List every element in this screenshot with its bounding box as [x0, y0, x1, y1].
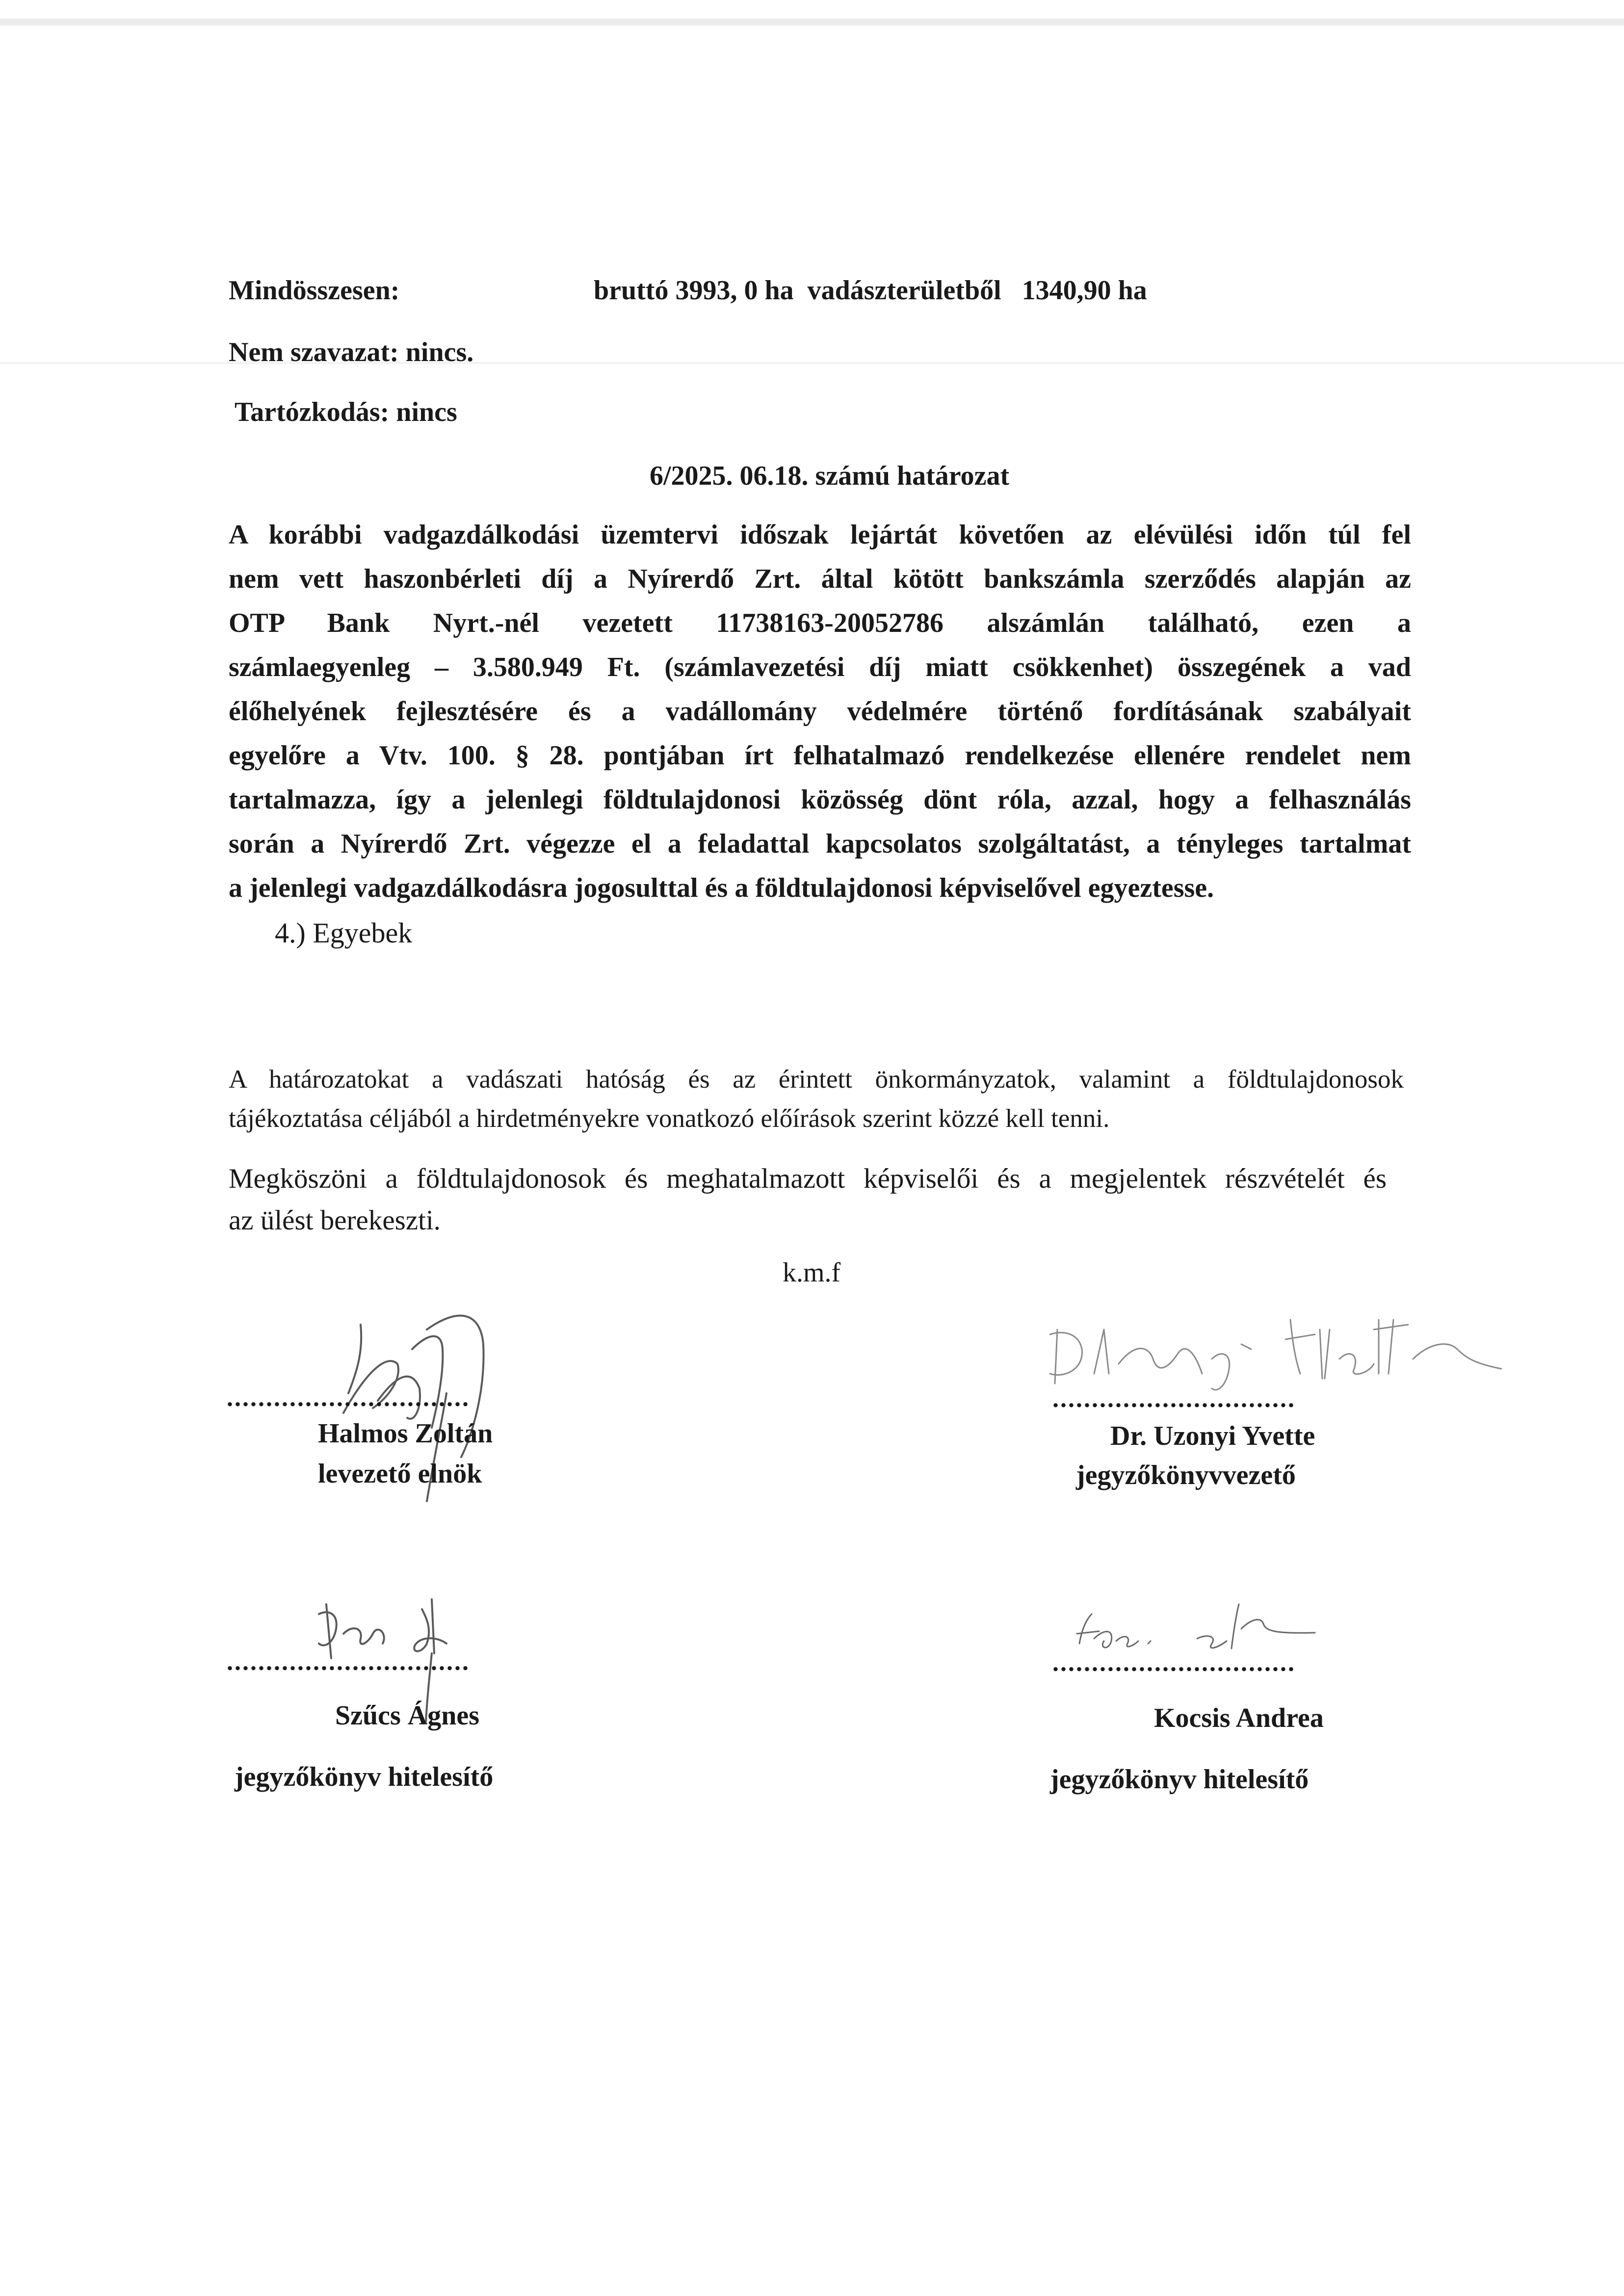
resolution-line: nem vett haszonbérleti díj a Nyírerdő Zrt. által kötött bankszámla szerződés alapján az — [229, 564, 1411, 594]
resolution-line: tartalmazza, így a jelenlegi földtulajdonosi közösség dönt róla, azzal, hogy a felhasználás — [229, 784, 1411, 815]
closing-line: Megköszöni a földtulajdonosok és meghatalmazott képviselői és a megjelentek részvételét és — [229, 1163, 1387, 1194]
signature-line-auth2: ............................... — [1052, 1649, 1296, 1677]
summary-value: bruttó 3993, 0 ha vadászterületből 1340,90 ha — [594, 275, 1147, 306]
resolution-text — [229, 513, 1411, 910]
kmf-mark: k.m.f — [783, 1257, 841, 1288]
signature-line-minutes: ............................... — [1052, 1385, 1296, 1413]
resolution-line: OTP Bank Nyrt.-nél vezetett 11738163-20052786 alszámlán található, ezen a — [229, 608, 1411, 638]
signature-uzonyi — [1035, 1300, 1506, 1398]
auth1-role: jegyzőkönyv hitelesítő — [235, 1762, 494, 1792]
resolution-line: A korábbi vadgazdálkodási üzemtervi időszak lejártát követően az elévülési időn túl fel — [229, 520, 1411, 550]
signature-line-chair: ............................... — [227, 1384, 470, 1412]
resolution-line: számlaegyenleg – 3.580.949 Ft. (számlavezetési díj miatt csökkenhet) összegének a vad — [229, 652, 1411, 682]
minutes-name: Dr. Uzonyi Yvette — [1110, 1421, 1315, 1451]
section-4-heading: 4.) Egyebek — [275, 917, 413, 949]
signature-line-auth1: ............................... — [227, 1648, 470, 1676]
resolution-line: egyelőre a Vtv. 100. § 28. pontjában írt felhatalmazó rendelkezése ellenére rendelet nem — [229, 740, 1411, 771]
closing-text — [229, 1158, 1387, 1241]
abstention-line: Tartózkodás: nincs — [235, 397, 457, 427]
no-vote-line: Nem szavazat: nincs. — [229, 337, 474, 367]
publication-line: tájékoztatása céljából a hirdetményekre vonatkozó előírások szerint közzé kell tenni. — [229, 1104, 1110, 1133]
auth2-role: jegyzőkönyv hitelesítő — [1050, 1764, 1309, 1795]
auth1-name: Szűcs Ágnes — [335, 1700, 480, 1731]
summary-label: Mindösszesen: — [229, 275, 400, 306]
minutes-role: jegyzőkönyvvezető — [1076, 1460, 1296, 1490]
resolution-title: 6/2025. 06.18. számú határozat — [650, 461, 1010, 491]
publication-text — [229, 1060, 1404, 1138]
chair-name: Halmos Zoltán — [318, 1418, 493, 1449]
resolution-line: a jelenlegi vadgazdálkodásra jogosulttal és a földtulajdonosi képviselővel egyeztesse. — [229, 873, 1214, 903]
resolution-line: élőhelyének fejlesztésére és a vadállomány védelmére történő fordításának szabályait — [229, 696, 1411, 727]
scan-artifact-top — [0, 19, 1624, 26]
resolution-line: során a Nyírerdő Zrt. végezze el a feladattal kapcsolatos szolgáltatást, a tényleges tartalmat — [229, 829, 1411, 859]
auth2-name: Kocsis Andrea — [1154, 1703, 1324, 1733]
publication-line: A határozatokat a vadászati hatóság és az érintett önkormányzatok, valamint a földtulajdonosok — [229, 1065, 1404, 1094]
chair-role: levezető elnök — [318, 1459, 482, 1489]
closing-line: az ülést berekeszti. — [229, 1205, 441, 1236]
